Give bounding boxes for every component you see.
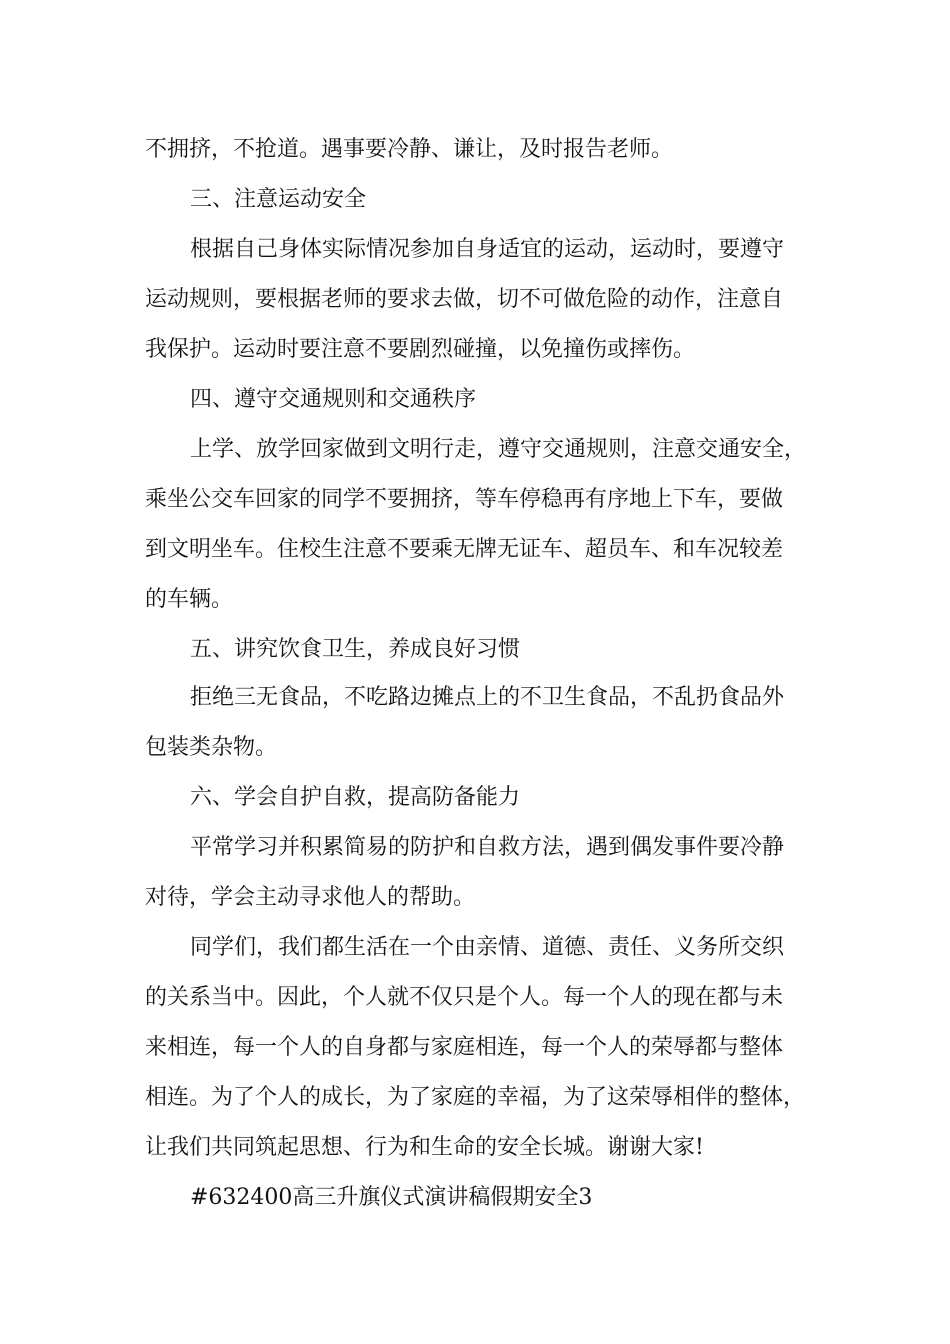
paragraph-line: 平常学习并积累简易的防护和自救方法，遇到偶发事件要冷静 xyxy=(190,835,785,860)
paragraph-line: 上学、放学回家做到文明行走，遵守交通规则，注意交通安全， xyxy=(190,437,807,462)
paragraph-line: 拒绝三无食品，不吃路边摊点上的不卫生食品，不乱扔食品外 xyxy=(190,685,785,710)
document-title-line: #632400高三升旗仪式演讲稿假期安全3 xyxy=(190,1185,593,1210)
paragraph-line: 根据自己身体实际情况参加自身适宜的运动，运动时，要遵守 xyxy=(190,237,785,262)
section-heading-sports-safety: 三、注意运动安全 xyxy=(190,187,367,212)
section-heading-food-hygiene: 五、讲究饮食卫生，养成良好习惯 xyxy=(190,637,521,662)
section-heading-self-protection: 六、学会自护自救，提高防备能力 xyxy=(190,785,521,810)
paragraph-line: 让我们共同筑起思想、行为和生命的安全长城。谢谢大家! xyxy=(145,1135,704,1160)
paragraph-line: 乘坐公交车回家的同学不要拥挤，等车停稳再有序地上下车，要做 xyxy=(145,487,784,512)
paragraph-line: 对待，学会主动寻求他人的帮助。 xyxy=(145,885,476,910)
paragraph-line: 运动规则，要根据老师的要求去做，切不可做危险的动作，注意自 xyxy=(145,287,784,312)
paragraph-line: 不拥挤，不抢道。遇事要冷静、谦让，及时报告老师。 xyxy=(145,137,674,162)
section-heading-traffic-rules: 四、遵守交通规则和交通秩序 xyxy=(190,387,477,412)
paragraph-line: 的关系当中。因此，个人就不仅只是个人。每一个人的现在都与未 xyxy=(145,985,784,1010)
paragraph-line: 包装类杂物。 xyxy=(145,735,278,760)
paragraph-line: 我保护。运动时要注意不要剧烈碰撞，以免撞伤或摔伤。 xyxy=(145,337,696,362)
paragraph-line: 同学们，我们都生活在一个由亲情、道德、责任、义务所交织 xyxy=(190,935,785,960)
paragraph-line: 的车辆。 xyxy=(145,587,234,612)
paragraph-line: 相连。为了个人的成长，为了家庭的幸福，为了这荣辱相伴的整体， xyxy=(145,1085,806,1110)
paragraph-line: 到文明坐车。住校生注意不要乘无牌无证车、超员车、和车况较差 xyxy=(145,537,784,562)
paragraph-line: 来相连，每一个人的自身都与家庭相连，每一个人的荣辱都与整体 xyxy=(145,1035,784,1060)
